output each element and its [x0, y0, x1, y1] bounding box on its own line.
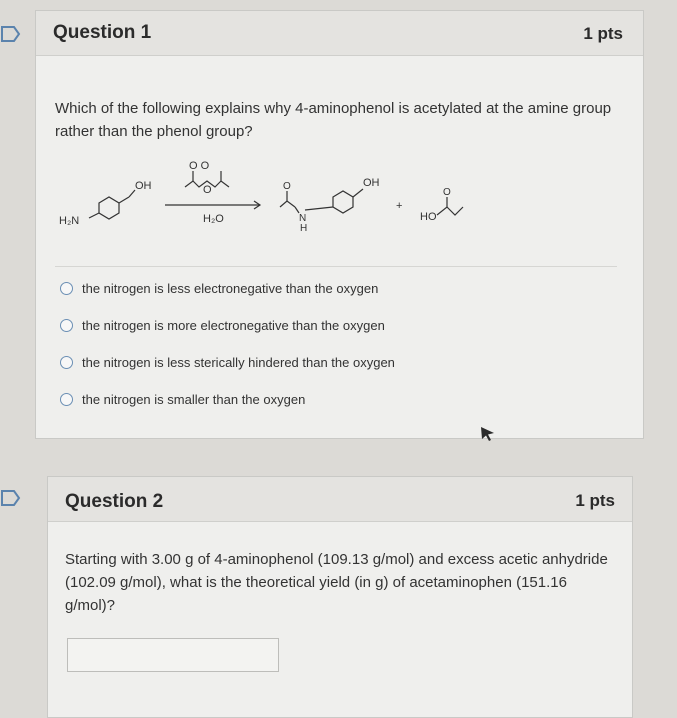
reagent-carbonyl-labels: O O [189, 160, 210, 172]
answer-options [60, 270, 395, 418]
radio-button[interactable] [60, 356, 73, 369]
bookmark-flag-icon[interactable] [0, 25, 22, 43]
product-oh-label: OH [363, 177, 380, 189]
radio-button[interactable] [60, 319, 73, 332]
answer-option-label: the nitrogen is less sterically hindered than the oxygen [82, 355, 395, 370]
reagent-bridge-o-label: O [203, 184, 212, 196]
question-1-header [36, 11, 643, 56]
answer-option-2[interactable] [60, 307, 395, 344]
byproduct-ho-label: HO [420, 211, 437, 223]
byproduct-acetic-acid [437, 197, 463, 215]
radio-button[interactable] [60, 393, 73, 406]
reactant-oh-label: OH [135, 180, 152, 192]
question-2-text: Starting with 3.00 g of 4-aminophenol (109.13 g/mol) and excess acetic anhydride (102.09 g/mol), what is the theoretical yield (in g) of acetaminophen (151.16 g/mol)? [65, 551, 608, 614]
answer-option-label: the nitrogen is more electronegative than the oxygen [82, 318, 385, 333]
answer-option-label: the nitrogen is less electronegative than the oxygen [82, 281, 379, 296]
question-2-title: Question 2 [65, 491, 164, 512]
reactant-amine-label: H₂N [59, 215, 80, 227]
answers-top-divider [55, 266, 617, 267]
reactant-4-aminophenol [89, 190, 135, 219]
answer-option-3[interactable] [60, 344, 395, 381]
plus-sign: + [396, 200, 403, 212]
question-1-text: Which of the following explains why 4-aminophenol is acetylated at the amine group rather than the phenol group? [55, 100, 612, 140]
answer-option-1[interactable] [60, 270, 395, 307]
mouse-pointer-icon [480, 426, 496, 444]
byproduct-o-label: O [443, 187, 451, 198]
acetylation-reaction-scheme [55, 155, 475, 240]
question-1-title: Question 1 [53, 22, 152, 43]
product-n-label: N [299, 213, 307, 224]
bookmark-flag-icon[interactable] [0, 489, 22, 507]
question-1-points: 1 pts [583, 24, 623, 43]
question-2-points: 1 pts [575, 491, 615, 510]
reaction-arrow [165, 201, 260, 209]
product-h-label: H [300, 223, 308, 234]
product-acetaminophen [280, 189, 363, 213]
answer-option-label: the nitrogen is smaller than the oxygen [82, 392, 306, 407]
reaction-conditions: H₂O [203, 213, 224, 225]
answer-input-field[interactable] [67, 638, 279, 672]
answer-option-4[interactable] [60, 381, 395, 418]
radio-button[interactable] [60, 282, 73, 295]
product-carbonyl-o-label: O [283, 181, 291, 192]
question-2-header [48, 477, 632, 522]
